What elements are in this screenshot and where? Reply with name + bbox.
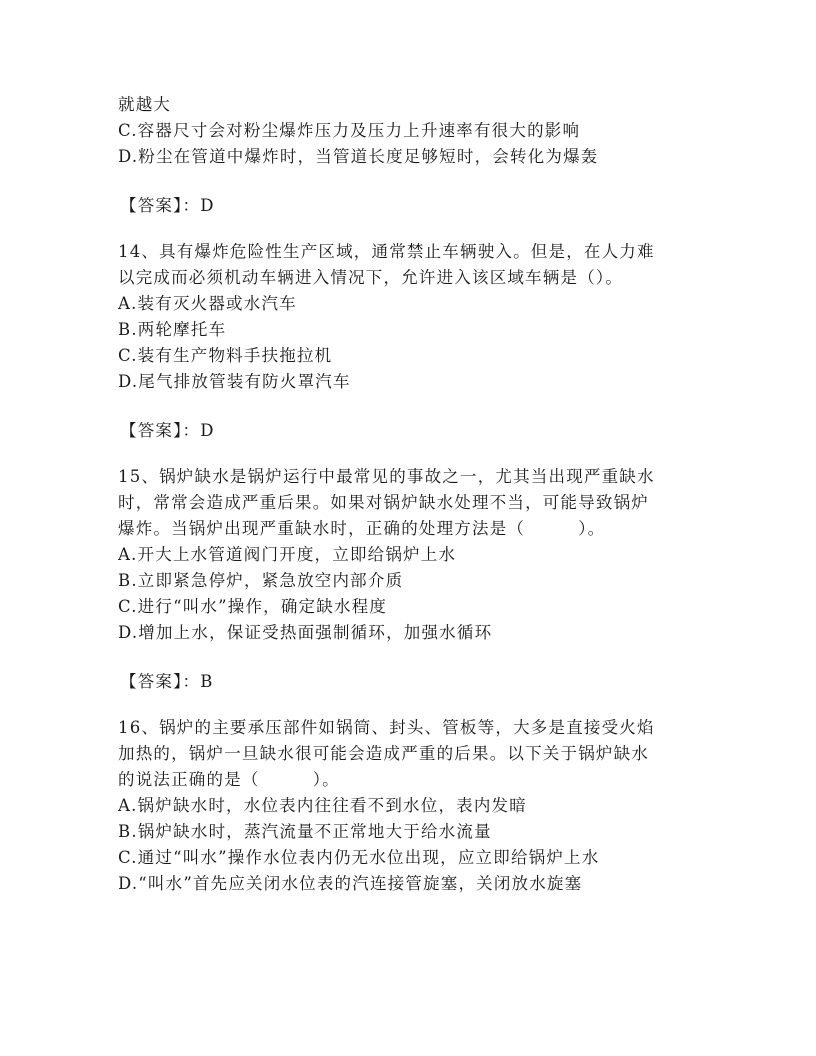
option-d: D.“叫水”首先应关闭水位表的汽连接管旋塞，关闭放水旋塞 bbox=[118, 874, 583, 893]
stem-line: 爆炸。当锅炉出现严重缺水时，正确的处理方法是（ ）。 bbox=[118, 519, 606, 538]
option-d: D.尾气排放管装有防火罩汽车 bbox=[118, 372, 351, 391]
option-d: D.增加上水，保证受热面强制循环，加强水循环 bbox=[118, 623, 493, 642]
stem-line: 就越大 bbox=[118, 95, 172, 114]
question-13-continuation bbox=[118, 92, 698, 219]
option-a: A.装有灭火器或水汽车 bbox=[118, 294, 297, 313]
stem-line: 16、锅炉的主要承压部件如锅筒、封头、管板等，大多是直接受火焰 bbox=[118, 718, 655, 737]
stem-line: 14、具有爆炸危险性生产区域，通常禁止车辆驶入。但是，在人力难 bbox=[118, 242, 655, 261]
option-d: D.粉尘在管道中爆炸时，当管道长度足够短时，会转化为爆轰 bbox=[118, 147, 599, 166]
option-b: B.锅炉缺水时，蒸汽流量不正常地大于给水流量 bbox=[118, 822, 492, 841]
answer-line: 【答案】：B bbox=[120, 672, 214, 691]
stem-line: 加热的，锅炉一旦缺水很可能会造成严重的后果。以下关于锅炉缺水 bbox=[118, 744, 649, 763]
option-c: C.装有生产物料手扶拖拉机 bbox=[118, 346, 333, 365]
option-a: A.锅炉缺水时，水位表内往往看不到水位，表内发暗 bbox=[118, 796, 527, 815]
option-a: A.开大上水管道阀门开度，立即给锅炉上水 bbox=[118, 545, 457, 564]
stem-line: 15、锅炉缺水是锅炉运行中最常见的事故之一，尤其当出现严重缺水 bbox=[118, 467, 655, 486]
question-15 bbox=[118, 464, 698, 695]
answer-line: 【答案】：D bbox=[120, 196, 215, 215]
question-16 bbox=[118, 715, 698, 897]
stem-line: 时，常常会造成严重后果。如果对锅炉缺水处理不当，可能导致锅炉 bbox=[118, 493, 649, 512]
answer-line: 【答案】：D bbox=[120, 421, 215, 440]
question-14 bbox=[118, 239, 698, 444]
option-c: C.进行“叫水”操作，确定缺水程度 bbox=[118, 597, 388, 616]
option-c: C.通过“叫水”操作水位表内仍无水位出现，应立即给锅炉上水 bbox=[118, 848, 600, 867]
stem-line: 以完成而必须机动车辆进入情况下，允许进入该区域车辆是（）。 bbox=[118, 268, 624, 287]
stem-line: 的说法正确的是（ ）。 bbox=[118, 770, 340, 789]
option-b: B.两轮摩托车 bbox=[118, 320, 227, 339]
option-c: C.容器尺寸会对粉尘爆炸压力及压力上升速率有很大的影响 bbox=[118, 121, 581, 140]
option-b: B.立即紧急停炉，紧急放空内部介质 bbox=[118, 571, 404, 590]
document-page bbox=[118, 92, 698, 897]
